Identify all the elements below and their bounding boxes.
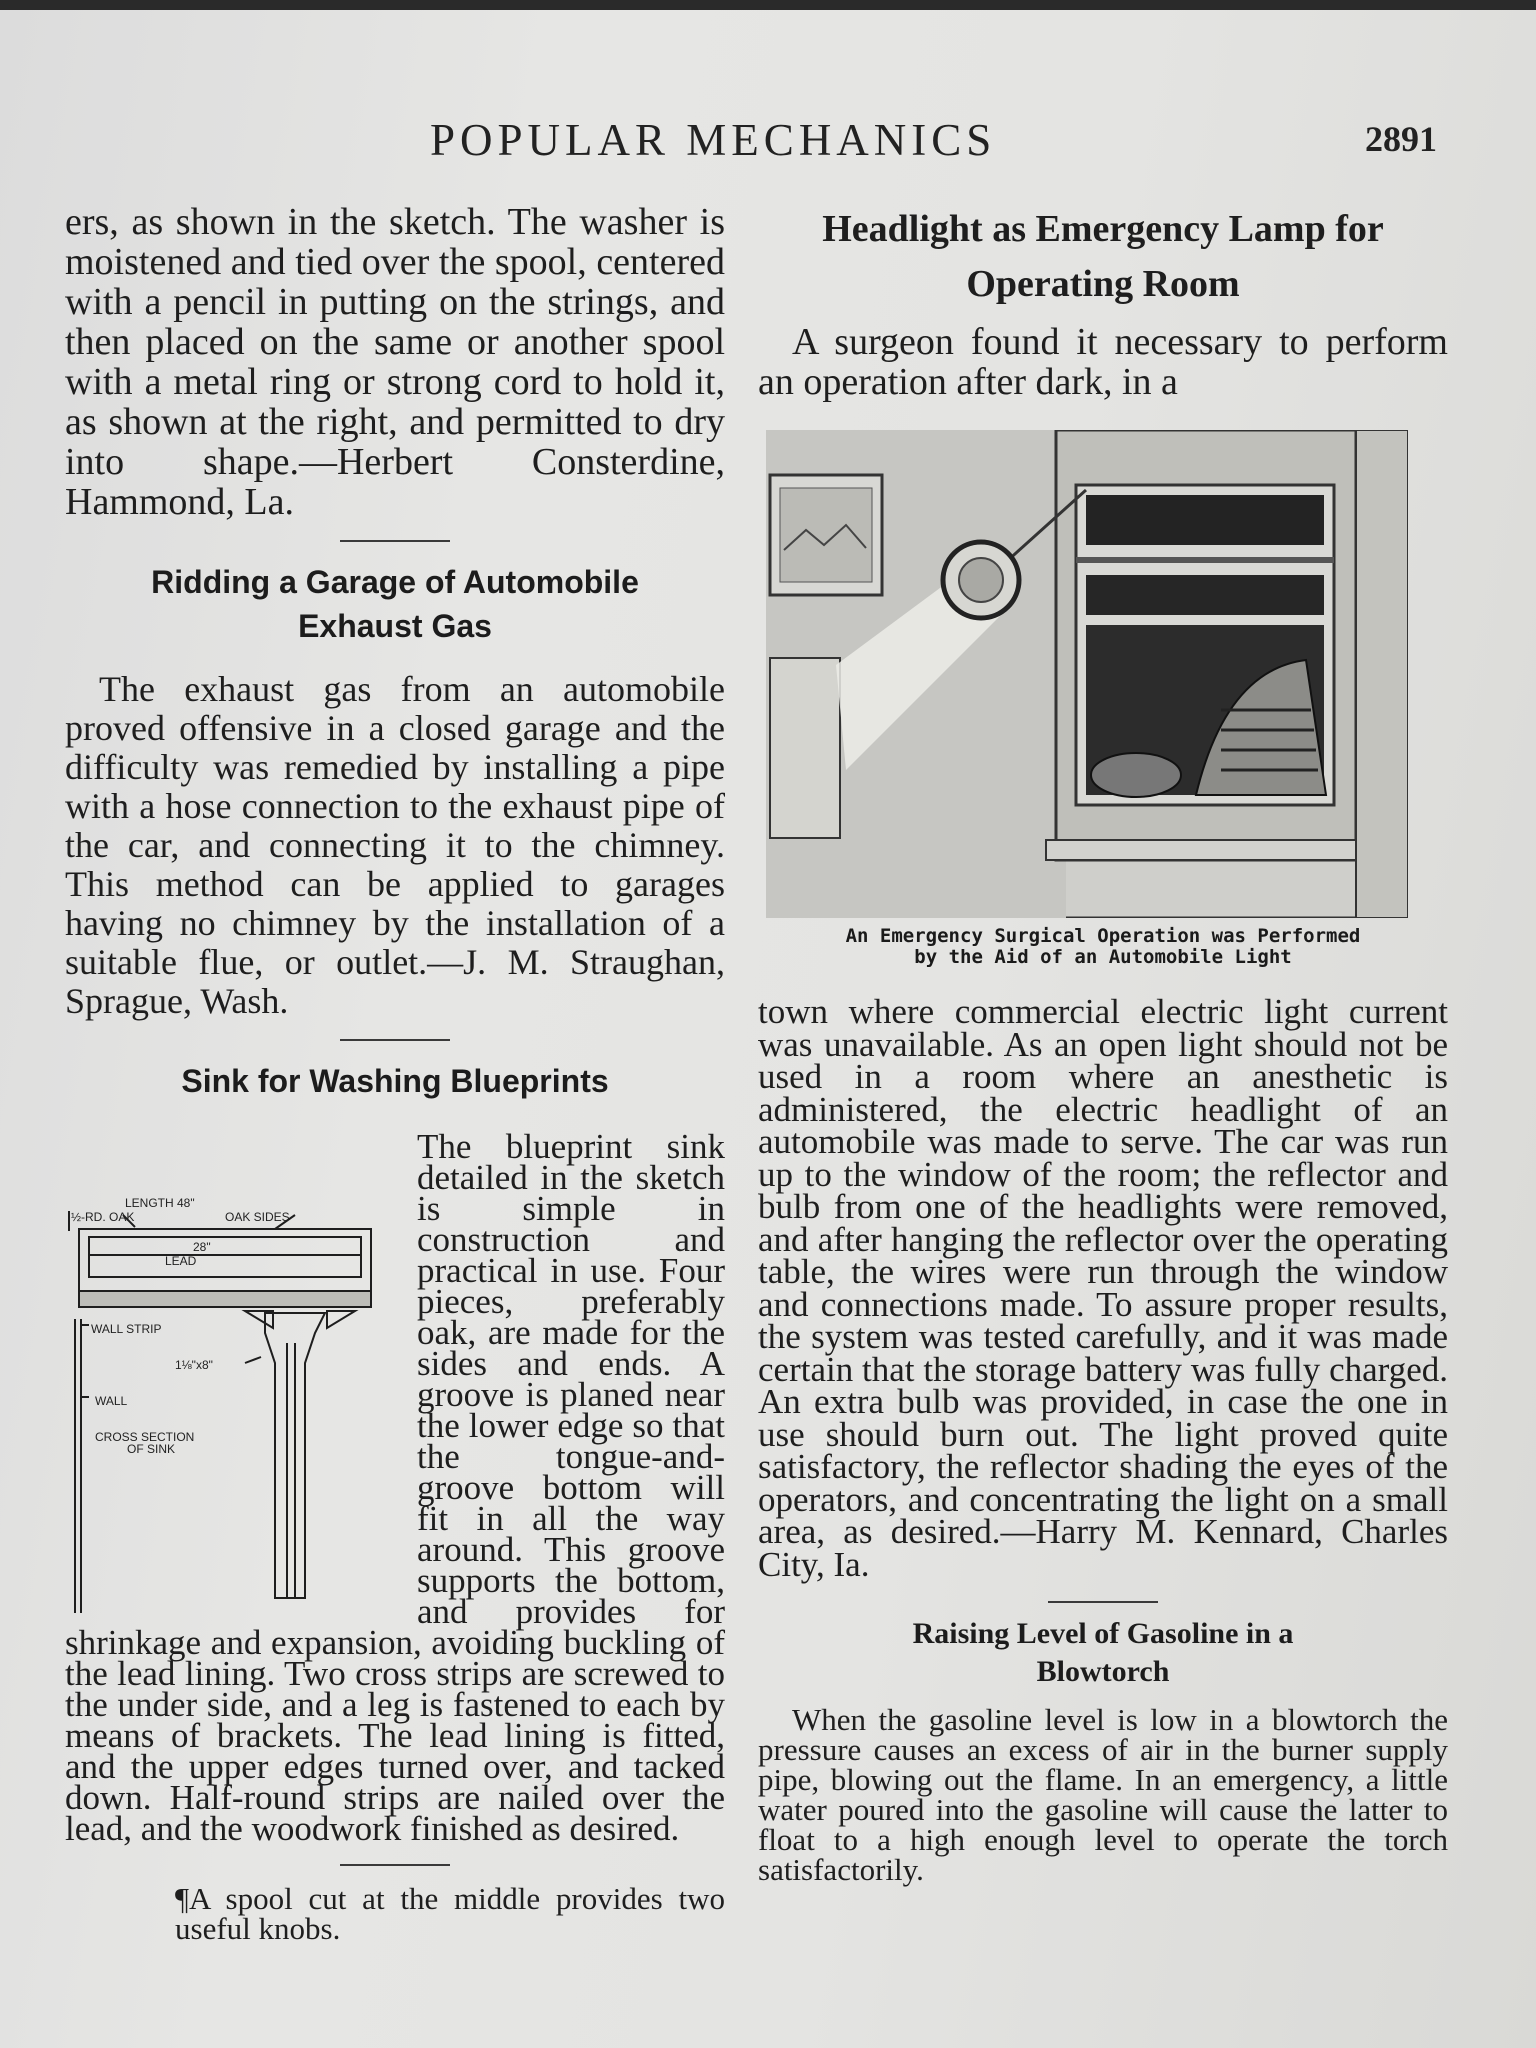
spool-note: ¶A spool cut at the middle provides two useful knobs. (175, 1881, 725, 1946)
diagram-label-wall: WALL (95, 1394, 128, 1408)
headlight-article-title-line1: Headlight as Emergency Lamp for (822, 208, 1384, 250)
continued-text: ers, as shown in the sketch. The washer is moistened and tied over the spool, centered with a pencil in putting on the strings, and then placed on the same or another spool with a metal ring or strong cord to hold it, as shown at the right, and permitted to dry into shape.—Herbert Consterdine, Hammond, La. (65, 201, 725, 523)
diagram-label-strip-size: 1⅛"x8" (175, 1358, 213, 1372)
section-divider (1048, 1601, 1158, 1603)
diagram-label-rd-oak: ½-RD. OAK (71, 1210, 135, 1224)
garage-article-body: The exhaust gas from an automobile proved offensive in a closed garage and the difficulty was remedied by installing a pipe with a hose connection to the exhaust pipe of the car, and connecting it to the chimney. This method can be applied to garages having no chimney by the installation of a suitable flue, or outlet.—J. M. Straughan, Sprague, Wash. (65, 669, 725, 1021)
left-column (65, 202, 725, 1944)
sink-article (65, 1127, 725, 1848)
sink-cross-section-diagram (65, 1193, 405, 1618)
sink-article-title: Sink for Washing Blueprints (181, 1063, 609, 1099)
diagram-label-of-sink: OF SINK (127, 1442, 176, 1456)
headlight-article-body: town where commercial electric light current was unavailable. As an open light should not be used in a room where an anesthetic is administered, the electric headlight of an automobile was made to serve. The car was run up to the window of the room; the reflector and bulb from one of the headlights were removed, and after hanging the reflector over the operating table, the wires were run through the window and connections made. To assure proper results, the system was tested carefully, and it was made certain that the storage battery was fully charged. An extra bulb was provided, in case the one in use should burn out. The light proved quite satisfactory, the reflector shading the eyes of the operators, and concentrating the light on a small area, as desired.—Harry M. Kennard, Charles City, Ia. (758, 992, 1448, 1584)
blowtorch-article-title-line1: Raising Level of Gasoline in a (912, 1617, 1294, 1650)
blowtorch-article-body: When the gasoline level is low in a blowtorch the pressure causes an excess of air in the burner supply pipe, blowing out the flame. In an emergency, a little water poured into the gasoline will cause the latter to float to a high enough level to operate the torch satisfactorily. (758, 1702, 1448, 1887)
right-column (758, 202, 1448, 1885)
page-number: 2891 (1365, 119, 1437, 159)
diagram-label-wall-strip: WALL STRIP (91, 1322, 162, 1336)
diagram-label-oak-sides: OAK SIDES (225, 1210, 290, 1224)
magazine-page (0, 10, 1536, 2048)
illustration-caption-line1: An Emergency Surgical Operation was Performed (845, 925, 1361, 947)
diagram-label-length: LENGTH 48" (125, 1196, 195, 1210)
garage-article-title: Ridding a Garage of Automobile Exhaust Gas (151, 564, 639, 644)
sink-article-body: The blueprint sink detailed in the sketch is simple in construction and practical in use. Four pieces, preferably oak, are made for the sides and ends. A groove is planed near the lower edge so that the tongue-and-groove bottom will fit in all the way around. This groove supports the bottom, and provides for shrinkage and expansion, avoiding buckling of the lead lining. Two cross strips are screwed to the under side, and a leg is fastened to each by means of brackets. The lead lining is fitted, and the upper edges turned over, and tacked down. Half-round strips are nailed over the lead, and the woodwork finished as desired. (65, 1127, 725, 1848)
diagram-label-lead: LEAD (165, 1254, 197, 1268)
section-divider (340, 1864, 450, 1866)
headlight-article-title-line2: Operating Room (966, 263, 1240, 305)
diagram-label-28: 28" (193, 1240, 211, 1254)
section-divider (340, 540, 450, 542)
running-head: POPULAR MECHANICS (430, 115, 997, 165)
section-divider (340, 1039, 450, 1041)
diagram-label-cross-section: CROSS SECTION (95, 1430, 195, 1444)
operating-room-illustration (766, 430, 1408, 918)
blowtorch-article-title-line2: Blowtorch (1036, 1655, 1170, 1688)
illustration-caption-line2: by the Aid of an Automobile Light (914, 946, 1292, 968)
headlight-article-intro: A surgeon found it necessary to perform an operation after dark, in a (758, 321, 1448, 403)
